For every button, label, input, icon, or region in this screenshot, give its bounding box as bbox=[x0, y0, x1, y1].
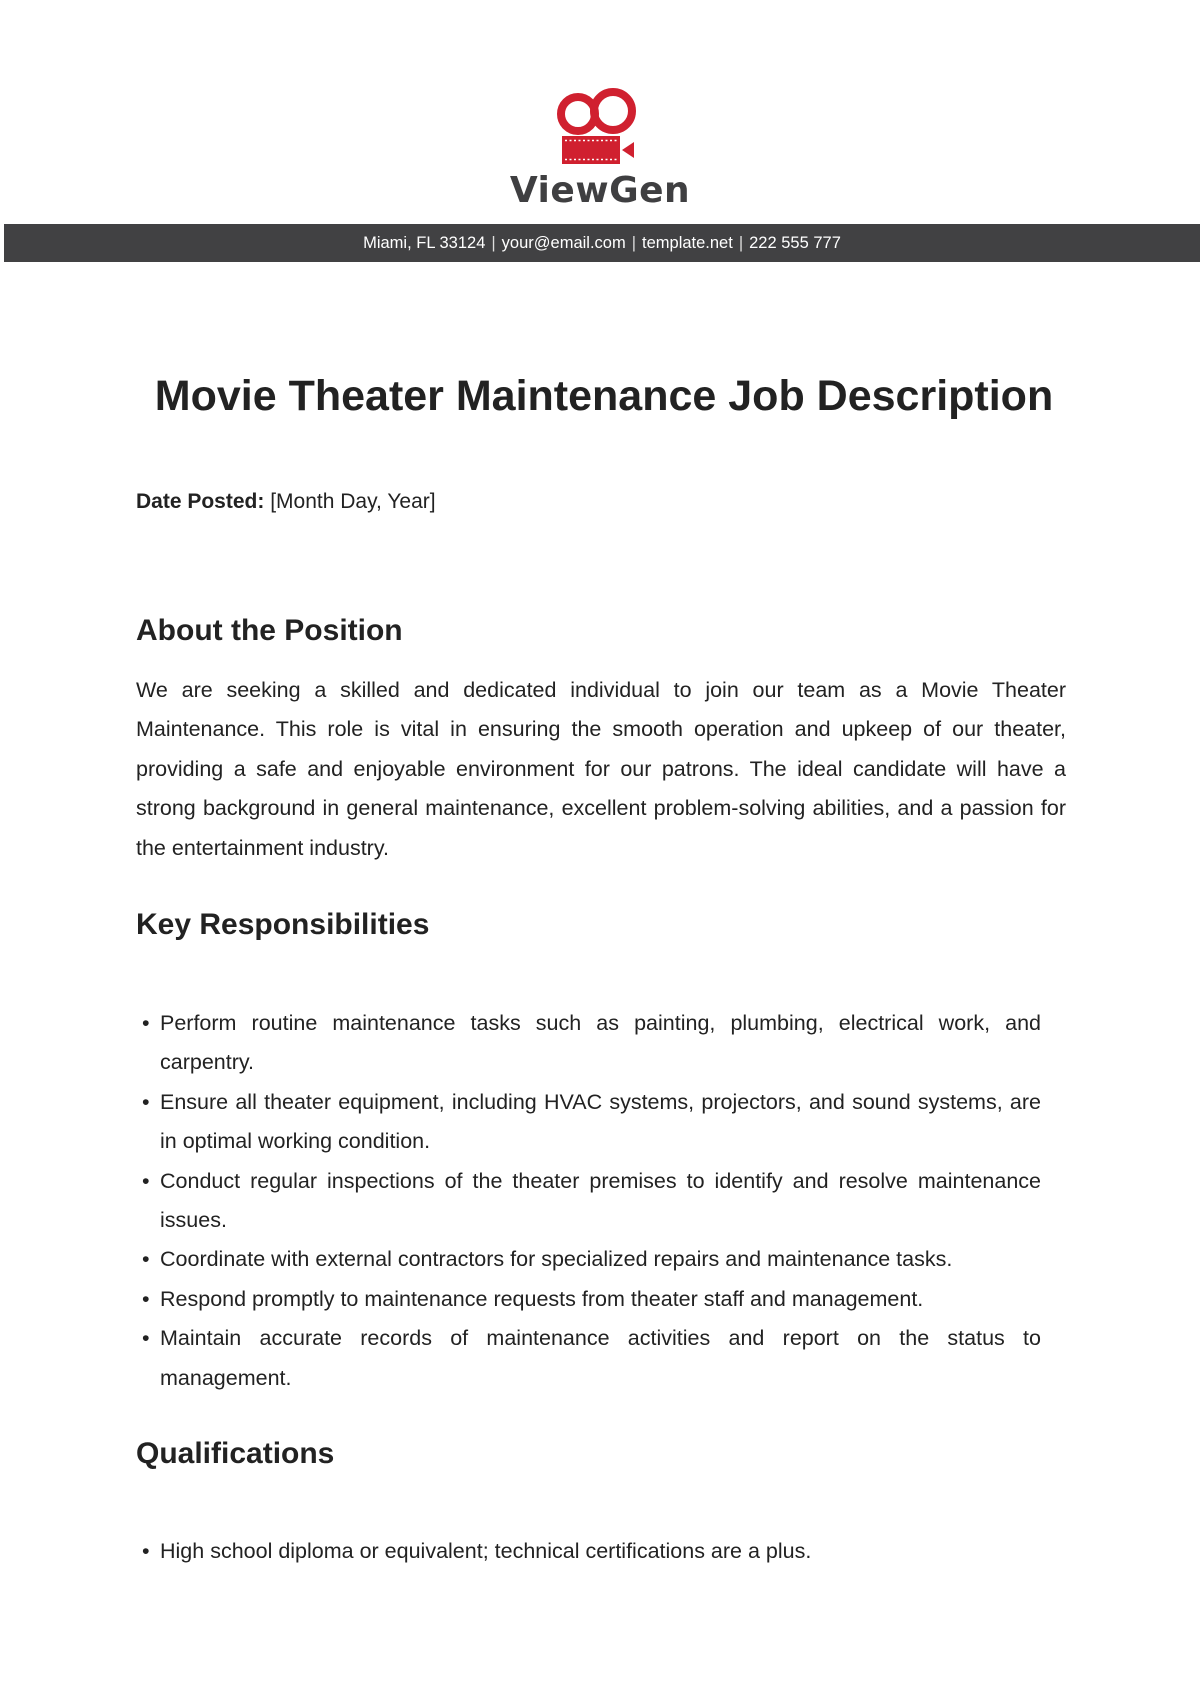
responsibilities-list bbox=[136, 1004, 1041, 1398]
about-heading: About the Position bbox=[136, 614, 403, 647]
contact-bar bbox=[4, 224, 1200, 262]
list-item: • Coordinate with external contractors for specialized repairs and maintenance tasks. bbox=[136, 1240, 1041, 1279]
contact-phone: 222 555 777 bbox=[749, 233, 841, 252]
list-item: • Conduct regular inspections of the theater premises to identify and resolve maintenance issues. bbox=[136, 1162, 1041, 1241]
qualifications-heading: Qualifications bbox=[136, 1437, 335, 1470]
date-posted bbox=[136, 490, 436, 514]
date-value: [Month Day, Year] bbox=[270, 490, 436, 513]
about-text: We are seeking a skilled and dedicated individual to join our team as a Movie Theater Maintenance. This role is vital in ensuring the smooth operation and upkeep of our theater, providing a safe and enjoyable environment for our patrons. The ideal candidate will have a strong background in general maintenance, excellent problem-solving abilities, and a passion for the entertainment industry. bbox=[136, 678, 1066, 860]
list-item: • Respond promptly to maintenance requests from theater staff and management. bbox=[136, 1280, 1041, 1319]
list-item: • Perform routine maintenance tasks such as painting, plumbing, electrical work, and carpentry. bbox=[136, 1004, 1041, 1083]
page-title: Movie Theater Maintenance Job Description bbox=[154, 372, 1054, 420]
contact-address: Miami, FL 33124 bbox=[363, 233, 486, 252]
movie-camera-icon bbox=[550, 88, 650, 172]
list-item: • Maintain accurate records of maintenance activities and report on the status to management. bbox=[136, 1319, 1041, 1398]
contact-email[interactable]: your@email.com bbox=[501, 233, 626, 252]
list-item: • Ensure all theater equipment, including HVAC systems, projectors, and sound systems, are in optimal working condition. bbox=[136, 1083, 1041, 1162]
qualifications-list bbox=[136, 1532, 1041, 1571]
separator: | bbox=[631, 233, 637, 252]
separator: | bbox=[491, 233, 496, 252]
separator: | bbox=[738, 233, 744, 252]
contact-website[interactable]: template.net bbox=[642, 233, 733, 252]
brand-name: ViewGen bbox=[509, 170, 691, 211]
date-label: Date Posted: bbox=[136, 490, 265, 513]
list-item: • High school diploma or equivalent; technical certifications are a plus. bbox=[136, 1532, 1041, 1571]
responsibilities-heading: Key Responsibilities bbox=[136, 908, 430, 941]
